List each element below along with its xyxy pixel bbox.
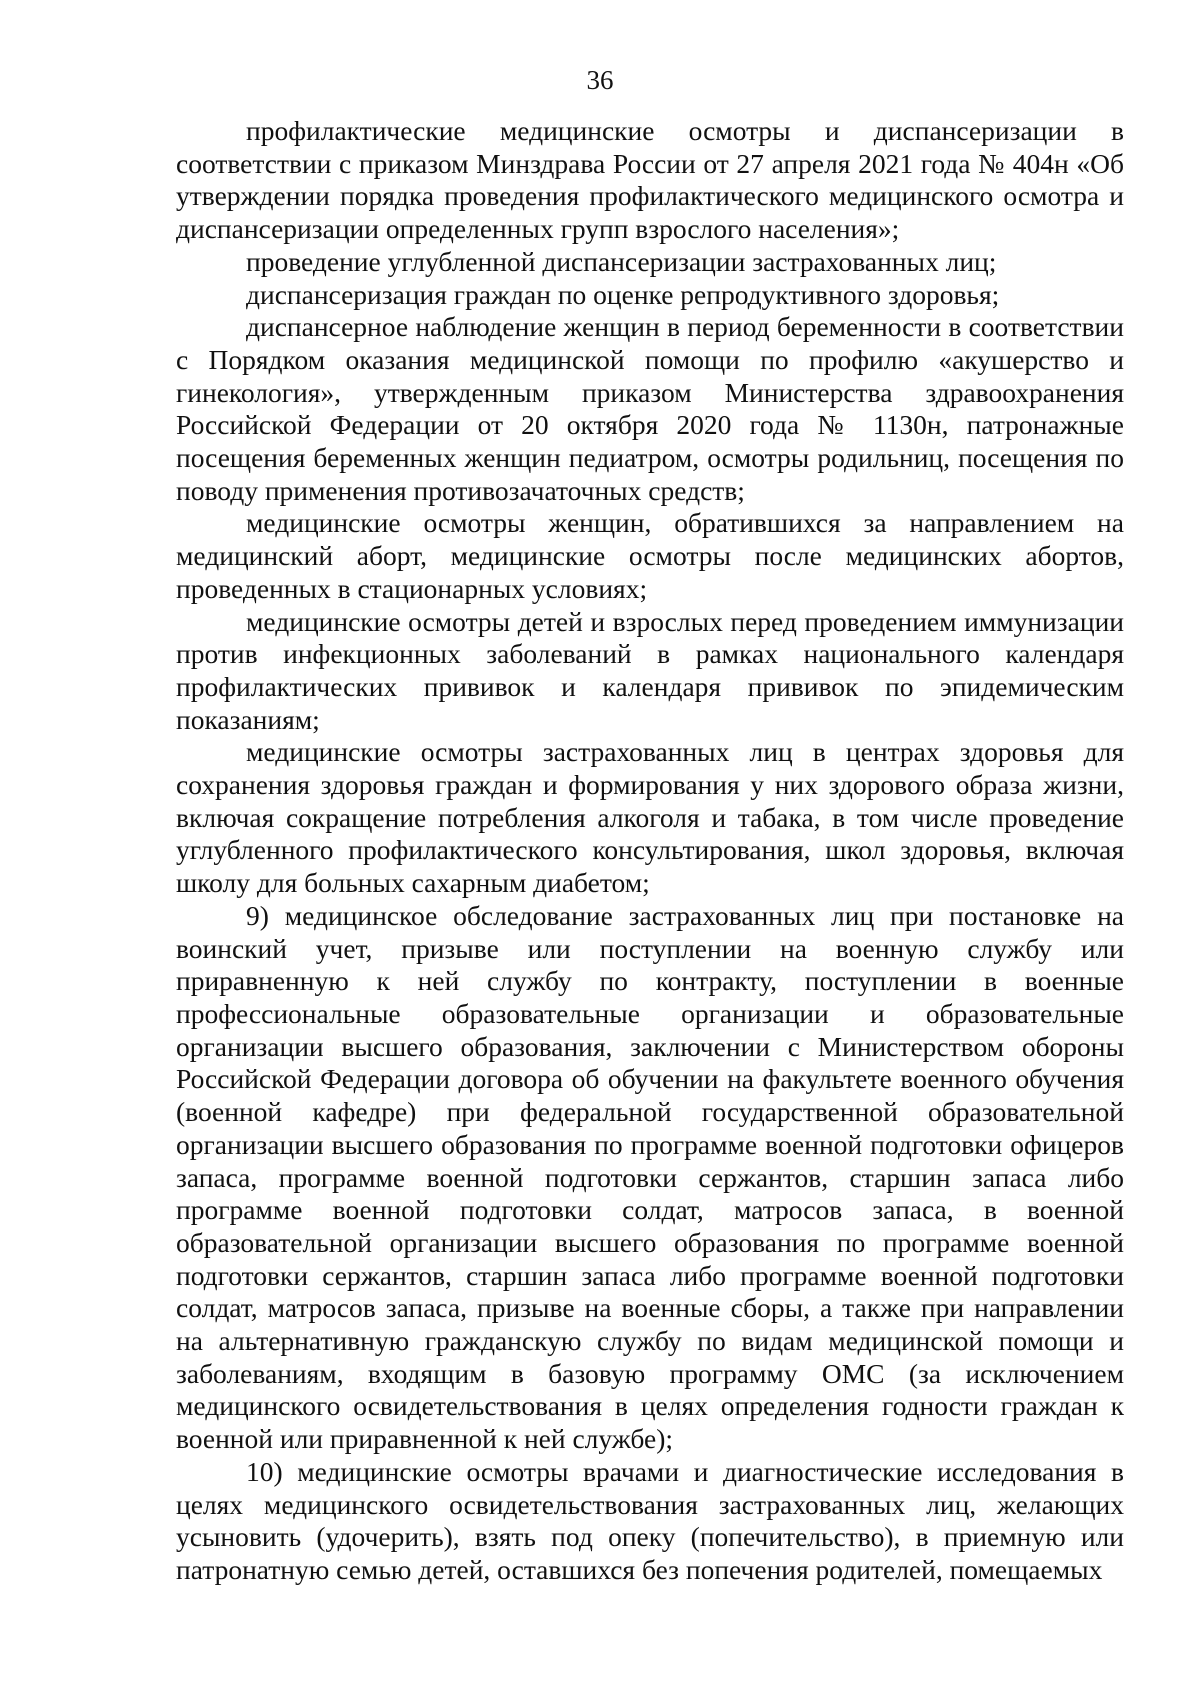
page-number: 36 xyxy=(586,65,614,95)
paragraph-item-9-military: 9) медицинское обследование застрахованных лиц при постановке на воинский учет, призыве или поступлении на военную службу или приравненную к ней службу по контракту, поступлении в военные профессиональные образовательные организации и образовательные организации высшего образования, заключении с Министерством обороны Российской Федерации договора об обучении на факультете военного обучения (военной кафедре) при федеральной государственной образовательной организации высшего образования по программе военной подготовки офицеров запаса, программе военной подготовки сержантов, старшин запаса либо программе военной подготовки солдат, матросов запаса, в военной образовательной организации высшего образования по программе военной подготовки сержантов, старшин запаса либо программе военной подготовки солдат, матросов запаса, призыве на военные сборы, а также при направлении на альтернативную гражданскую службу по видам медицинской помощи и заболеваниям, входящим в базовую программу ОМС (за исключением медицинского освидетельствования в целях определения годности граждан к военной или приравненной к ней службе); xyxy=(176,899,1124,1455)
paragraph-immunization-exams: медицинские осмотры детей и взрослых перед проведением иммунизации против инфекционных заболеваний в рамках национального календаря профилактических прививок и календаря прививок по эпидемическим показаниям; xyxy=(176,605,1124,735)
paragraph-preventive-exams: профилактические медицинские осмотры и диспансеризации в соответствии с приказом Минздрава России от 27 апреля 2021 года № 404н «Об утверждении порядка проведения профилактического медицинского осмотра и диспансеризации определенных групп взрослого населения»; xyxy=(176,115,1124,245)
paragraph-abortion-exams: медицинские осмотры женщин, обратившихся за направлением на медицинский аборт, медицинские осмотры после медицинских абортов, проведенных в стационарных условиях; xyxy=(176,507,1124,604)
paragraph-reproductive-health: диспансеризация граждан по оценке репродуктивного здоровья; xyxy=(246,278,1000,310)
paragraph-health-centers: медицинские осмотры застрахованных лиц в центрах здоровья для сохранения здоровья граждан и формирования у них здорового образа жизни, включая сокращение потребления алкоголя и табака, в том числе проведение углубленного профилактического консультирования, школ здоровья, включая школу для больных сахарным диабетом; xyxy=(176,736,1124,899)
document-body xyxy=(176,115,1124,1587)
paragraph-in-depth-screening: проведение углубленной диспансеризации застрахованных лиц; xyxy=(246,245,997,277)
paragraph-pregnancy-monitoring: диспансерное наблюдение женщин в период беременности в соответствии с Порядком оказания медицинской помощи по профилю «акушерство и гинекология», утвержденным приказом Министерства здравоохранения Российской Федерации от 20 октября 2020 года № 1130н, патронажные посещения беременных женщин педиатром, осмотры родильниц, посещения по поводу применения противозачаточных средств; xyxy=(176,311,1124,506)
paragraph-item-10-adoption: 10) медицинские осмотры врачами и диагностические исследования в целях медицинского освидетельствования застрахованных лиц, желающих усыновить (удочерить), взять под опеку (попечительство), в приемную или патронатную семью детей, оставшихся без попечения родителей, помещаемых xyxy=(176,1455,1124,1585)
